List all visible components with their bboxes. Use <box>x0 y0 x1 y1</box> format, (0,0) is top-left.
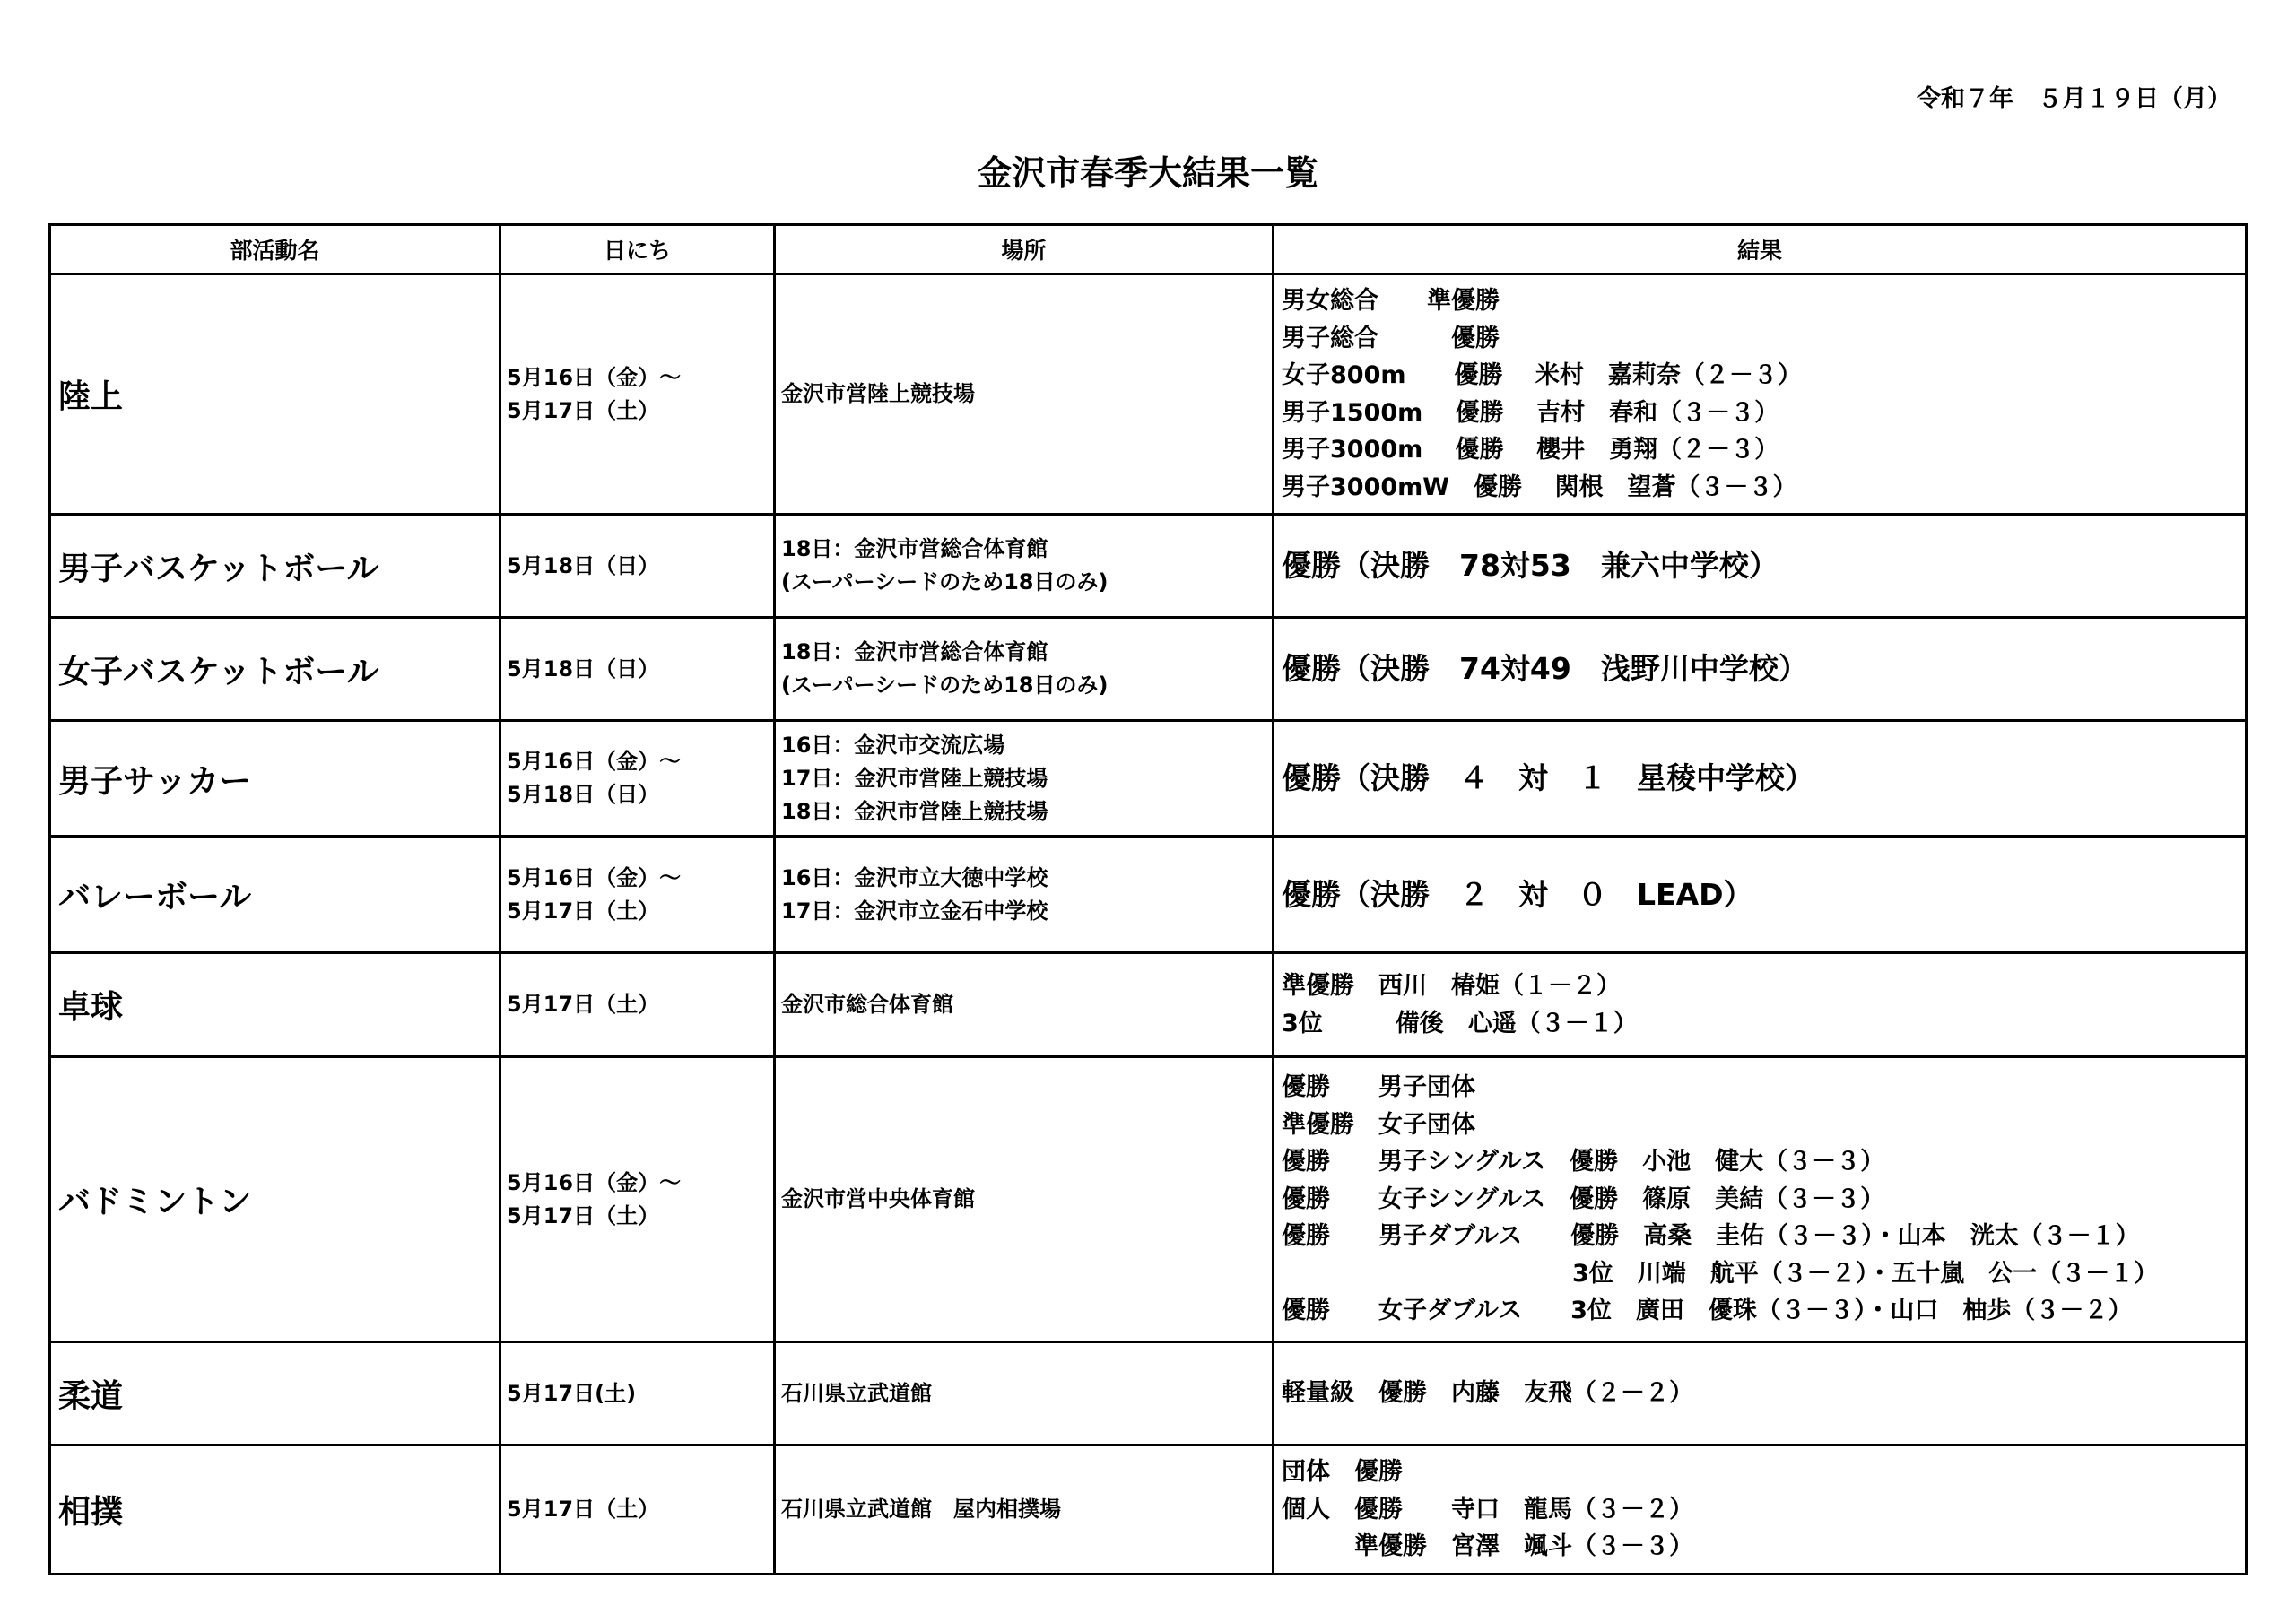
table-row <box>50 1445 2247 1575</box>
club-name-cell: 陸上 <box>50 274 500 515</box>
venue-line: 17日：金沢市営陸上競技場 <box>781 765 1048 791</box>
venue-line: 石川県立武道館 <box>781 1380 932 1406</box>
date-line: 5月18日（日） <box>507 552 660 578</box>
result-cell <box>1274 274 2247 515</box>
venue-cell <box>775 1445 1274 1575</box>
result-line: 個人 優勝 寺口 龍馬（３－２） <box>1282 1495 1693 1523</box>
date-line: 5月18日（日） <box>507 655 660 681</box>
date-line: 5月17日（土） <box>507 898 660 924</box>
venue-line: 17日：金沢市立金石中学校 <box>781 898 1048 924</box>
result-line: 準優勝 宮澤 颯斗（３－３） <box>1282 1532 1693 1561</box>
result-cell <box>1274 618 2247 721</box>
date-line: 5月17日（土） <box>507 1497 660 1522</box>
result-line: 優勝 男子団体 <box>1282 1073 1475 1102</box>
document-title: 金沢市春季大結果一覧 <box>977 153 1318 193</box>
date-cell <box>500 274 775 515</box>
result-cell <box>1274 721 2247 837</box>
club-name-cell: バドミントン <box>50 1057 500 1342</box>
result-cell <box>1274 515 2247 618</box>
club-name-cell: バレーボール <box>50 837 500 953</box>
club-name-cell: 卓球 <box>50 953 500 1057</box>
result-line: 団体 優勝 <box>1282 1458 1403 1487</box>
date-line: 5月17日(土) <box>507 1380 637 1406</box>
venue-cell <box>775 837 1274 953</box>
venue-line: 18日：金沢市営陸上競技場 <box>781 798 1048 824</box>
result-line: 優勝 男子ダブルス 優勝 高桑 圭佑（３－３）・山本 洸太（３－１） <box>1282 1222 2140 1251</box>
venue-cell <box>775 721 1274 837</box>
result-line: 優勝 女子シングルス 優勝 篠原 美結（３－３） <box>1282 1185 1885 1213</box>
header-venue: 場所 <box>775 225 1274 274</box>
table-row <box>50 1342 2247 1445</box>
table-row <box>50 274 2247 515</box>
venue-line: 石川県立武道館 屋内相撲場 <box>781 1497 1061 1522</box>
club-name-cell: 相撲 <box>50 1445 500 1575</box>
date-line: 5月17日（土） <box>507 1202 660 1228</box>
date-cell <box>500 953 775 1057</box>
venue-cell <box>775 274 1274 515</box>
venue-line: 16日：金沢市立大徳中学校 <box>781 864 1048 890</box>
date-cell <box>500 1342 775 1445</box>
date-cell <box>500 837 775 953</box>
header-row <box>50 225 2247 274</box>
club-name-cell: 男子サッカー <box>50 721 500 837</box>
table-body <box>50 274 2247 1575</box>
date-line: 5月18日（日） <box>507 782 660 807</box>
date-cell <box>500 721 775 837</box>
date-cell <box>500 618 775 721</box>
result-line: 優勝（決勝 ２ 対 ０ LEAD） <box>1282 876 1753 912</box>
result-cell <box>1274 953 2247 1057</box>
table-row <box>50 721 2247 837</box>
club-name-cell: 男子バスケットボール <box>50 515 500 618</box>
table-row <box>50 837 2247 953</box>
result-line: 男子3000mW 優勝 関根 望蒼（３－３） <box>1282 473 1797 501</box>
date-line: 5月17日（土） <box>507 397 660 423</box>
venue-line: (スーパーシードのため18日のみ) <box>781 673 1109 698</box>
result-line: 軽量級 優勝 内藤 友飛（２－２） <box>1282 1379 1693 1408</box>
venue-line: 18日：金沢市営総合体育館 <box>781 536 1048 561</box>
club-name-cell: 柔道 <box>50 1342 500 1445</box>
date-line: 5月16日（金）～ <box>507 364 682 390</box>
venue-cell <box>775 1342 1274 1445</box>
venue-line: (スーパーシードのため18日のみ) <box>781 569 1109 595</box>
date-cell <box>500 1057 775 1342</box>
venue-line: 金沢市総合体育館 <box>781 992 953 1017</box>
venue-cell <box>775 515 1274 618</box>
result-line: 優勝 男子シングルス 優勝 小池 健大（３－３） <box>1282 1148 1885 1176</box>
venue-cell <box>775 1057 1274 1342</box>
results-table <box>48 223 2248 1575</box>
result-line: 男子1500m 優勝 吉村 春和（３－３） <box>1282 398 1779 427</box>
club-name-cell: 女子バスケットボール <box>50 618 500 721</box>
result-cell <box>1274 1057 2247 1342</box>
venue-cell <box>775 618 1274 721</box>
table-row <box>50 515 2247 618</box>
document-date: 令和７年 ５月１９日（月） <box>1917 85 2231 113</box>
result-line: 準優勝 女子団体 <box>1282 1110 1475 1139</box>
result-line: 準優勝 西川 椿姫（１－２） <box>1282 972 1621 1000</box>
date-line: 5月17日（土） <box>507 992 660 1017</box>
result-line: 優勝（決勝 74対49 浅野川中学校） <box>1282 651 1808 686</box>
result-line: 優勝（決勝 ４ 対 １ 星稜中学校） <box>1282 760 1814 795</box>
result-line: 3位 備後 心遥（３－１） <box>1282 1009 1638 1037</box>
date-cell <box>500 515 775 618</box>
date-cell <box>500 1445 775 1575</box>
result-line: 男女総合 準優勝 <box>1282 287 1500 315</box>
result-line: 3位 川端 航平（３－２）・五十嵐 公一（３－１） <box>1282 1259 2159 1288</box>
result-line: 男子3000m 優勝 櫻井 勇翔（２－３） <box>1282 436 1779 464</box>
table-row <box>50 953 2247 1057</box>
header-date: 日にち <box>500 225 775 274</box>
date-line: 5月16日（金）～ <box>507 1169 682 1195</box>
venue-cell <box>775 953 1274 1057</box>
date-line: 5月16日（金）～ <box>507 864 682 890</box>
header-club: 部活動名 <box>50 225 500 274</box>
venue-line: 18日：金沢市営総合体育館 <box>781 639 1048 664</box>
header-result: 結果 <box>1274 225 2247 274</box>
venue-line: 金沢市営陸上競技場 <box>781 381 975 406</box>
venue-line: 金沢市営中央体育館 <box>781 1186 975 1211</box>
result-line: 女子800m 優勝 米村 嘉莉奈（２－３） <box>1282 361 1802 389</box>
table-row <box>50 618 2247 721</box>
result-cell <box>1274 837 2247 953</box>
result-line: 優勝（決勝 78対53 兼六中学校） <box>1282 548 1779 583</box>
table-row <box>50 1057 2247 1342</box>
result-cell <box>1274 1342 2247 1445</box>
result-line: 優勝 女子ダブルス 3位 廣田 優珠（３－３）・山口 柚歩（３－２） <box>1282 1297 2133 1325</box>
result-cell <box>1274 1445 2247 1575</box>
venue-line: 16日：金沢市交流広場 <box>781 732 1005 758</box>
date-line: 5月16日（金）～ <box>507 749 682 774</box>
result-line: 男子総合 優勝 <box>1282 324 1500 352</box>
